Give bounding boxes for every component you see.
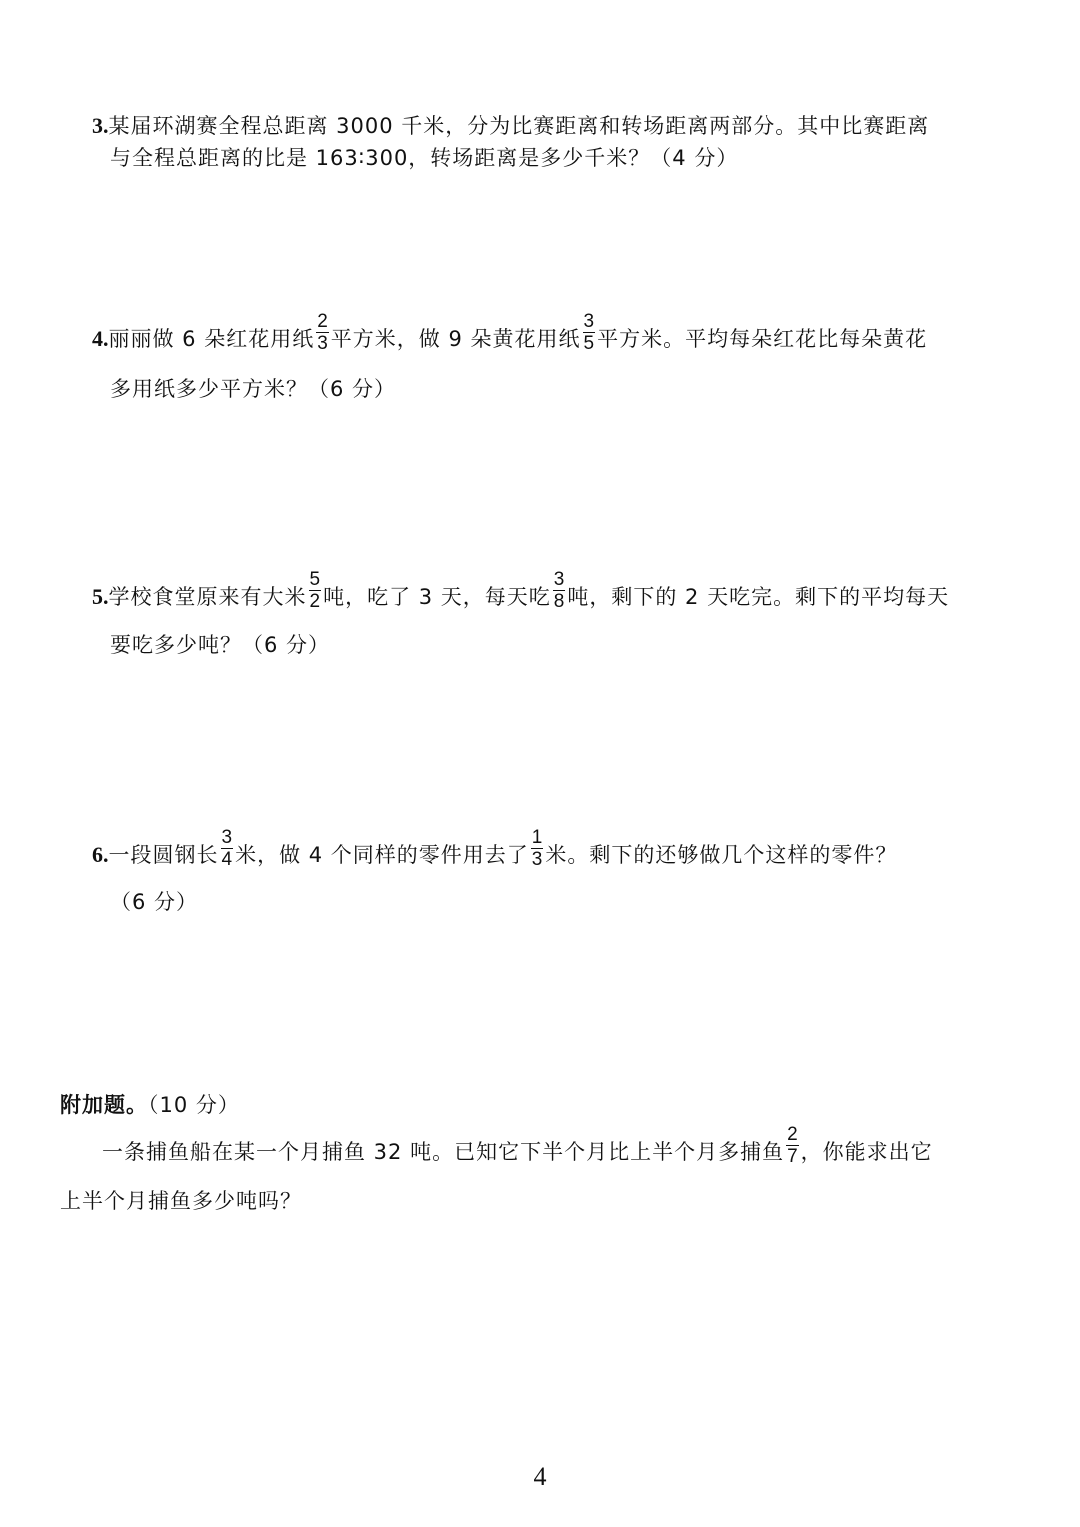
q5-text2: 吨，吃了 3 天，每天吃 bbox=[323, 585, 551, 609]
bonus-line2: 上半个月捕鱼多少吨吗？ bbox=[60, 1189, 302, 1213]
q5-line1 bbox=[92, 568, 950, 614]
q6-fraction-1: $\frac{3}{4}$ bbox=[221, 826, 233, 870]
q4-text3: 平方米。平均每朵红花比每朵黄花 bbox=[597, 327, 928, 351]
q4-number: 4. bbox=[92, 326, 109, 351]
q5-text3: 吨，剩下的 2 天吃完。剩下的平均每天 bbox=[567, 585, 950, 609]
q3-line2: 与全程总距离的比是 163∶300，转场距离是多少千米？（4 分） bbox=[110, 146, 739, 170]
q3-line1 bbox=[92, 111, 929, 141]
q5-text1: 学校食堂原来有大米 bbox=[108, 585, 307, 609]
bonus-text1: 一条捕鱼船在某一个月捕鱼 32 吨。已知它下半个月比上半个月多捕鱼 bbox=[102, 1140, 785, 1164]
q4-fraction-2: $\frac{3}{5}$ bbox=[583, 310, 595, 354]
q6-fraction-2: $\frac{1}{3}$ bbox=[531, 826, 543, 870]
q5-number: 5. bbox=[92, 584, 109, 609]
q4-line2: 多用纸多少平方米？（6 分） bbox=[110, 377, 397, 401]
q6-text2: 米，做 4 个同样的零件用去了 bbox=[235, 843, 529, 867]
q6-text3: 米。剩下的还够做几个这样的零件？ bbox=[545, 843, 898, 867]
q6-line1 bbox=[92, 826, 898, 872]
q4-line1 bbox=[92, 310, 928, 356]
bonus-title: 附加题。 bbox=[60, 1093, 148, 1117]
q4-text2: 平方米，做 9 朵黄花用纸 bbox=[330, 327, 581, 351]
q5-fraction-2: $\frac{3}{8}$ bbox=[553, 568, 565, 612]
q3-number: 3. bbox=[92, 113, 109, 138]
bonus-score: （10 分） bbox=[148, 1093, 240, 1117]
q5-line2: 要吃多少吨？（6 分） bbox=[110, 633, 331, 657]
page-number: 4 bbox=[533, 1462, 547, 1491]
q4-text1: 丽丽做 6 朵红花用纸 bbox=[108, 327, 315, 351]
q4-fraction-1: $\frac{2}{3}$ bbox=[317, 310, 328, 354]
bonus-line1 bbox=[102, 1123, 933, 1169]
bonus-heading bbox=[60, 1090, 240, 1120]
bonus-fraction-1: $\frac{2}{7}$ bbox=[787, 1123, 798, 1167]
q6-number: 6. bbox=[92, 842, 109, 867]
q6-text1: 一段圆钢长 bbox=[108, 843, 219, 867]
q3-text1: 某届环湖赛全程总距离 3000 千米，分为比赛距离和转场距离两部分。其中比赛距离 bbox=[108, 114, 930, 138]
bonus-text2: ，你能求出它 bbox=[800, 1140, 933, 1164]
q6-line2: （6 分） bbox=[110, 890, 199, 914]
q5-fraction-1: $\frac{5}{2}$ bbox=[309, 568, 321, 612]
